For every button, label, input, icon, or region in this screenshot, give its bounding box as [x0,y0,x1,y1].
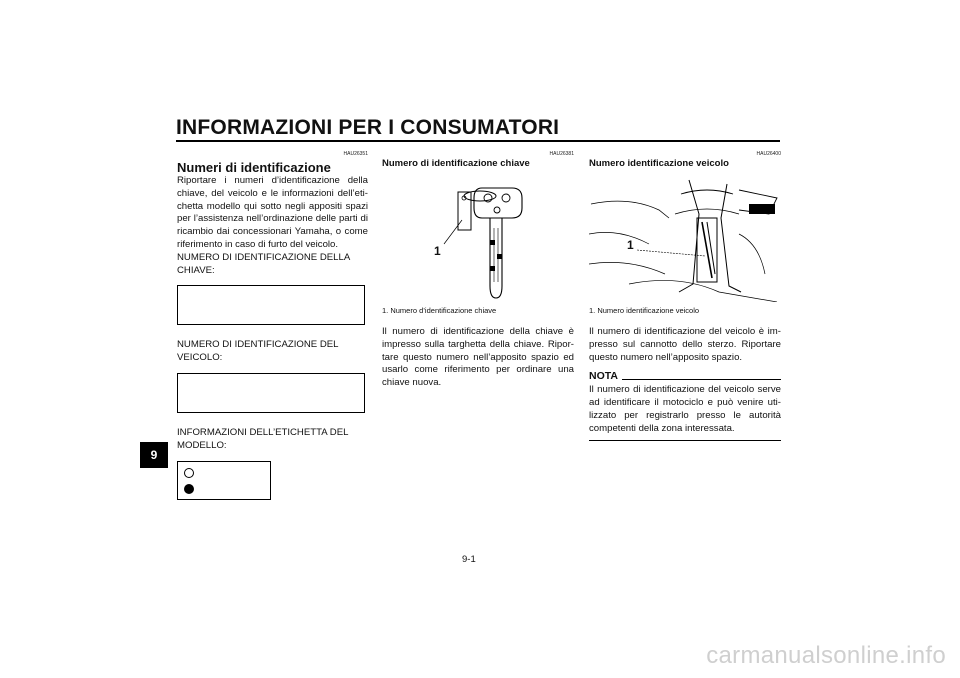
section-title: Numero identificazione veicolo [589,158,729,169]
section-title: Numero di identificazione chiave [382,158,530,169]
key-number-label: NUMERO DI IDENTIFICAZIONE DELLA CHIAVE: [177,251,350,276]
section-title: Numeri di identificazione [177,160,331,175]
section-code: HAU26351 [343,151,368,157]
callout-number: 1 [434,244,441,258]
page-header [176,116,780,140]
page-title: INFORMAZIONI PER I CONSUMATORI [176,116,560,139]
header-rule [176,140,780,142]
watermark: carmanualsonline.info [706,642,946,669]
key-illustration [382,174,574,302]
note-title: NOTA [589,370,618,383]
note-body: Il numero di identificazione del veicolo serve ad identificare il motociclo e può venire uti-lizzato per registrarlo presso le autorità competenti della zona interessata. [589,384,781,434]
steering-head-drawing [589,174,781,302]
intro-paragraph: Riportare i numeri d’identificazione della chiave, del veicolo e le informazioni dell’eti-chetta modello qui sotto negli appositi spazi per l’assistenza nell’ordinazione delle parti di ricambio dai concessionari Yamaha, o come riferimento in caso di furto del veicolo. [177,175,368,250]
body-paragraph: Il numero di identificazione del veicolo è im-presso sul cannotto dello sterzo. Riportare questo numero nell’apposito spazio. [589,326,781,363]
open-circle-icon [184,468,194,478]
steering-head-illustration [589,174,781,302]
figure-caption: 1. Numero d’identificazione chiave [382,306,497,315]
model-label-field [177,461,271,500]
key-drawing [382,174,574,302]
chapter-tab: 9 [140,442,168,468]
figure-caption: 1. Numero identificazione veicolo [589,306,700,315]
identification-numbers-section [177,150,368,500]
section-code: HAU26381 [549,151,574,157]
note-box [589,370,781,440]
vehicle-number-label: NUMERO DI IDENTIFICAZIONE DEL VEICOLO: [177,339,339,364]
note-end-rule [589,440,781,441]
note-header [589,370,781,382]
filled-circle-icon [184,484,194,494]
vehicle-number-section [589,150,781,441]
key-number-section [382,150,574,390]
body-paragraph: Il numero di identificazione della chiave è impresso sulla targhetta della chiave. Ripor-tare questo numero nell’apposito spazio ed usarlo come riferimento per ordinare una chiave nuova. [382,326,574,389]
vehicle-number-field [177,373,365,413]
model-label-label: INFORMAZIONI DELL’ETICHETTA DEL MODELLO: [177,426,349,451]
section-code: HAU26400 [756,151,781,157]
key-number-field [177,285,365,325]
callout-number: 1 [627,238,634,252]
note-rule [622,379,781,380]
page-number: 9-1 [462,554,476,565]
